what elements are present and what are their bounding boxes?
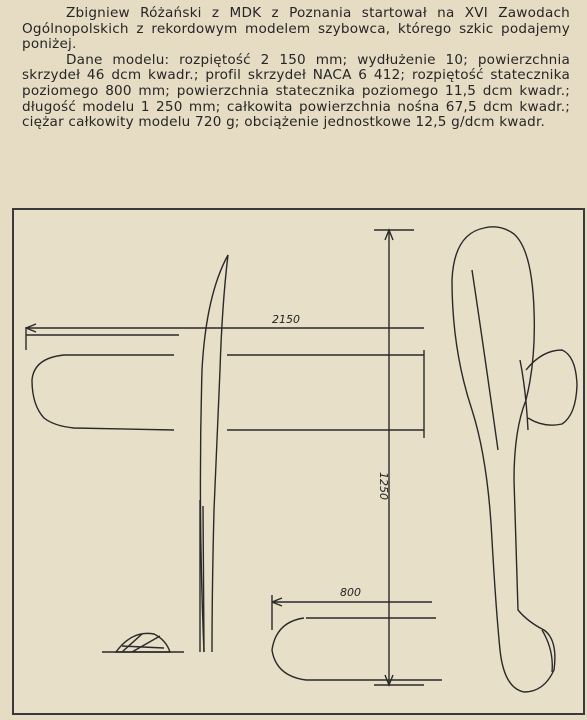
wing-top-view xyxy=(32,355,174,430)
stabilizer-dimension-label: 800 xyxy=(340,586,361,599)
span-dimension-label: 2150 xyxy=(272,313,300,326)
article-text xyxy=(22,6,570,131)
glider-sketch xyxy=(12,208,585,715)
horizontal-stabilizer xyxy=(272,618,442,680)
intro-paragraph: Zbigniew Różański z MDK z Poznania startował na XVI Zawodach Ogólnopolskich z rekordowym modelem szybowca, którego szkic podajemy poniżej. xyxy=(22,5,570,53)
length-dimension-label: 1250 xyxy=(377,472,390,500)
model-data-paragraph: Dane modelu: rozpiętość 2 150 mm; wydłużenie 10; powierzchnia skrzydeł 46 dcm kwadr.; profil skrzydeł NACA 6 412; rozpiętość statecznika poziomego 800 mm; powierzchnia statecznika poziomego 11,5 dcm kwadr.; długość modelu 1 250 mm; całkowita powierzchnia nośna 67,5 dcm kwadr.; ciężar całkowity modelu 720 g; obciążenie jednostkowe 12,5 g/dcm kwadr. xyxy=(22,51,570,131)
fuselage-side-view xyxy=(200,255,228,652)
glider-sketch-drawing xyxy=(14,210,583,713)
fuselage-top-view xyxy=(452,227,555,692)
